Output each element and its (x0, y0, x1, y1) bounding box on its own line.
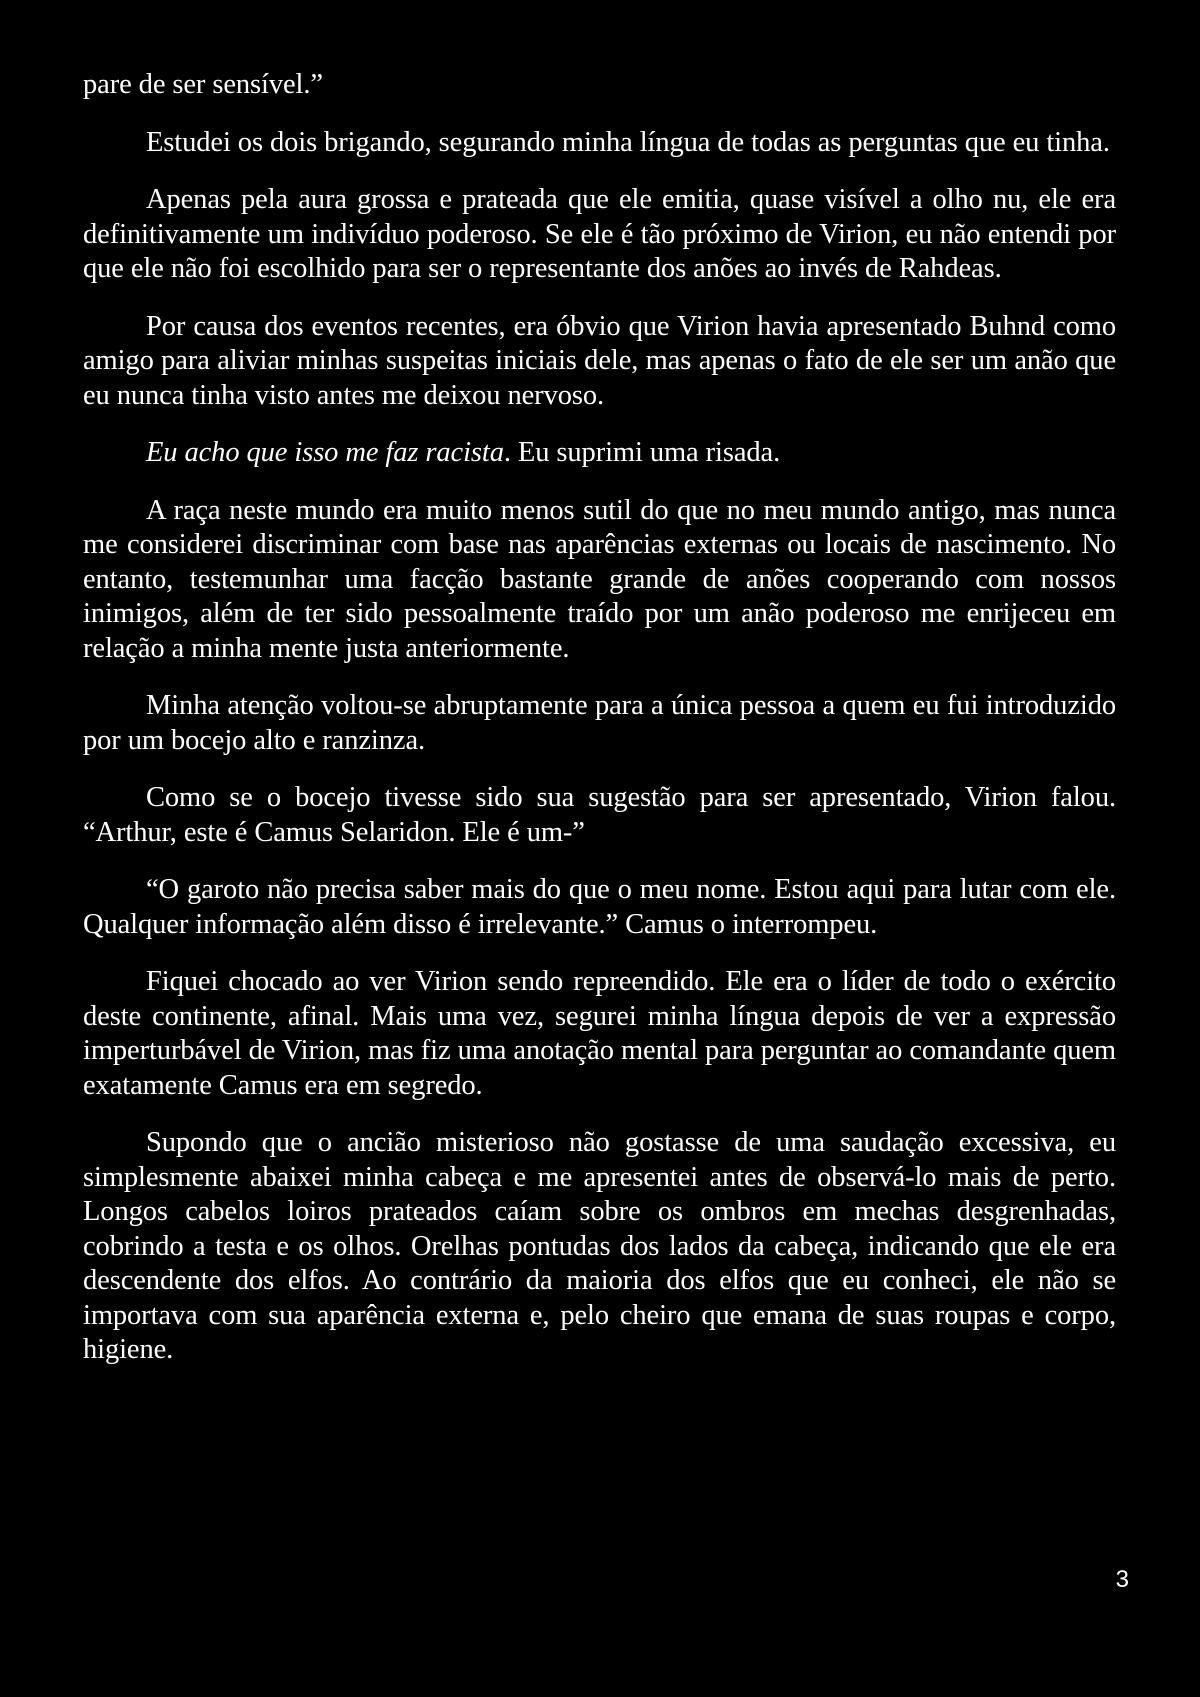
paragraph-7: Minha atenção voltou-se abruptamente para a única pessoa a quem eu fui introduzido por um bocejo alto e ranzinza. (83, 690, 1116, 756)
paragraph-2: Estudei os dois brigando, segurando minha língua de todas as perguntas que eu tinha. (146, 126, 1110, 158)
page-number: 3 (1115, 1566, 1129, 1593)
paragraph-4: Por causa dos eventos recentes, era óbvio que Virion havia apresentado Buhnd como amigo para aliviar minhas suspeitas iniciais dele, mas apenas o fato de ele ser um anão que eu nunca tinha visto antes me deixou nervoso. (83, 310, 1116, 411)
paragraph-3: Apenas pela aura grossa e prateada que ele emitia, quase visível a olho nu, ele era definitivamente um indivíduo poderoso. Se ele é tão próximo de Virion, eu não entendi por que ele não foi escolhido para ser o representante dos anões ao invés de Rahdeas. (83, 184, 1116, 284)
paragraph-5 (83, 436, 1116, 471)
italic-thought: Eu acho que isso me faz racista (146, 437, 504, 468)
paragraph-10: Fiquei chocado ao ver Virion sendo repreendido. Ele era o líder de todo o exército deste continente, afinal. Mais uma vez, segurei minha língua depois de ver a expressão imperturbável de Virion, mas fiz uma anotação mental para perguntar ao comandante quem exatamente Camus era em segredo. (83, 966, 1116, 1101)
paragraph-5-text: . Eu suprimi uma risada. (503, 437, 781, 468)
document-page (83, 68, 1116, 1391)
paragraph-6: A raça neste mundo era muito menos sutil do que no meu mundo antigo, mas nunca me considerei discriminar com base nas aparências externas ou locais de nascimento. No entanto, testemunhar uma facção bastante grande de anões cooperando com nossos inimigos, além de ter sido pessoalmente traído por um anão poderoso me enrijeceu em relação a minha mente justa anteriormente. (83, 494, 1116, 664)
paragraph-1: pare de ser sensível.” (83, 69, 323, 100)
paragraph-8: Como se o bocejo tivesse sido sua sugestão para ser apresentado, Virion falou. “Arthur, este é Camus Selaridon. Ele é um-” (83, 782, 1116, 848)
paragraph-11: Supondo que o ancião misterioso não gostasse de uma saudação excessiva, eu simplesmente abaixei minha cabeça e me apresentei antes de observá-lo mais de perto. Longos cabelos loiros prateados caíam sobre os ombros em mechas desgrenhadas, cobrindo a testa e os olhos. Orelhas pontudas dos lados da cabeça, indicando que ele era descendente dos elfos. Ao contrário da maioria dos elfos que eu conheci, ele não se importava com sua aparência externa e, pelo cheiro que emana de suas roupas e corpo, higiene. (83, 1127, 1116, 1365)
paragraph-9: “O garoto não precisa saber mais do que o meu nome. Estou aqui para lutar com ele. Qualquer informação além disso é irrelevante.” Camus o interrompeu. (83, 874, 1116, 940)
